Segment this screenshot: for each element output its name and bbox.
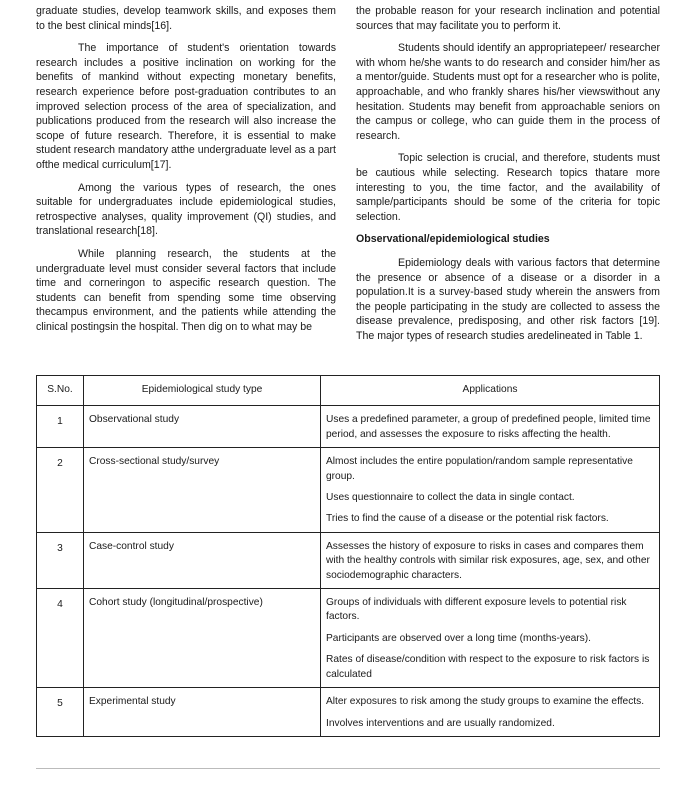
study-type: Cross-sectional study/survey <box>84 448 321 533</box>
study-type: Case-control study <box>84 532 321 588</box>
left-column <box>36 4 336 342</box>
applications-cell <box>321 532 660 588</box>
applications-cell <box>321 448 660 533</box>
application-item: Assesses the history of exposure to risks in cases and compares them with the healthy controls with similar risk exposures, age, sex, and other sociodemographic characters. <box>326 540 650 581</box>
table-row <box>37 688 660 737</box>
table-row <box>37 406 660 448</box>
application-item: Rates of disease/condition with respect to the exposure to risk factors is calculated <box>326 654 650 680</box>
row-number: 4 <box>37 589 84 688</box>
application-item: Uses a predefined parameter, a group of predefined people, limited time period, and assesses the exposure to risks affecting the health. <box>326 414 651 440</box>
applications-cell <box>321 688 660 737</box>
paragraph: the probable reason for your research inclination and potential sources that may facilitate you to perform it. <box>356 5 660 32</box>
header-applications: Applications <box>321 376 660 406</box>
application-item: Involves interventions and are usually randomized. <box>326 717 555 729</box>
page-divider <box>36 768 660 769</box>
application-item: Alter exposures to risk among the study groups to examine the effects. <box>326 696 645 708</box>
application-item: Groups of individuals with different exposure levels to potential risk factors. <box>326 597 627 623</box>
applications-cell <box>321 589 660 688</box>
header-study-type: Epidemiological study type <box>84 376 321 406</box>
application-item: Participants are observed over a long time (months-years). <box>326 632 591 644</box>
row-number: 2 <box>37 448 84 533</box>
header-sno: S.No. <box>37 376 84 406</box>
table-row <box>37 532 660 588</box>
paragraph: graduate studies, develop teamwork skills, and exposes them to the best clinical minds[16]. <box>36 5 336 32</box>
table-header-row <box>37 376 660 406</box>
row-number: 1 <box>37 406 84 448</box>
row-number: 5 <box>37 688 84 737</box>
right-column <box>356 4 660 351</box>
study-type: Cohort study (longitudinal/prospective) <box>84 589 321 688</box>
paragraph: The importance of student's orientation towards research includes a positive inclination on working for the benefits of mankind without expecting monetary benefits, research experience before post-graduation contributes to an improved selection process of the area of specialization, and publications produced from the research will also increase the scope of future research. Therefore, it is essential to make student research mandatory atthe undergraduate level as a part ofthe medical curriculum[17]. <box>36 42 336 171</box>
table-row <box>37 589 660 688</box>
paragraph: Topic selection is crucial, and therefore, students must be cautious while selecting. Research topics thatare more interesting to you, the time factor, and the availability of sample/participants should be some of the criteria for topic selection. <box>356 152 660 223</box>
application-item: Tries to find the cause of a disease or the potential risk factors. <box>326 513 609 525</box>
row-number: 3 <box>37 532 84 588</box>
paragraph: While planning research, the students at the undergraduate level must consider several factors that include time and corneringon to aspecific research question. The students can benefit from spending some time observing thecampus environment, and the patients while attending the clinical postingsin the hospital. Then dig on to what may be <box>36 247 336 333</box>
application-item: Almost includes the entire population/random sample representative group. <box>326 456 633 482</box>
section-heading: Observational/epidemiological studies <box>356 233 550 246</box>
table-row <box>37 448 660 533</box>
paragraph: Students should identify an appropriatepeer/ researcher with whom he/she wants to do research and consider him/her as a mentor/guide. Students must opt for a researcher who is polite, approachable, and who frankly shares his/her viewswithout any hesitation. Students may benefit from approachable seniors on the campus or college, who can guide them in the process of research. <box>356 42 660 142</box>
study-type: Experimental study <box>84 688 321 737</box>
applications-cell <box>321 406 660 448</box>
application-item: Uses questionnaire to collect the data in single contact. <box>326 492 575 504</box>
study-types-table <box>36 375 660 737</box>
paragraph: Epidemiology deals with various factors that determine the presence or absence of a disease or a disorder in a population.It is a survey-based study wherein the answers from the people participating in the study are collected to assess the disease prevalence, predisposing, and other risk factors [19]. The major types of research studies aredelineated in Table 1. <box>356 256 660 342</box>
study-type: Observational study <box>84 406 321 448</box>
paragraph: Among the various types of research, the ones suitable for undergraduates include epidemiological studies, retrospective analyses, quality improvement (QI) studies, and translational research[18]. <box>36 181 336 238</box>
